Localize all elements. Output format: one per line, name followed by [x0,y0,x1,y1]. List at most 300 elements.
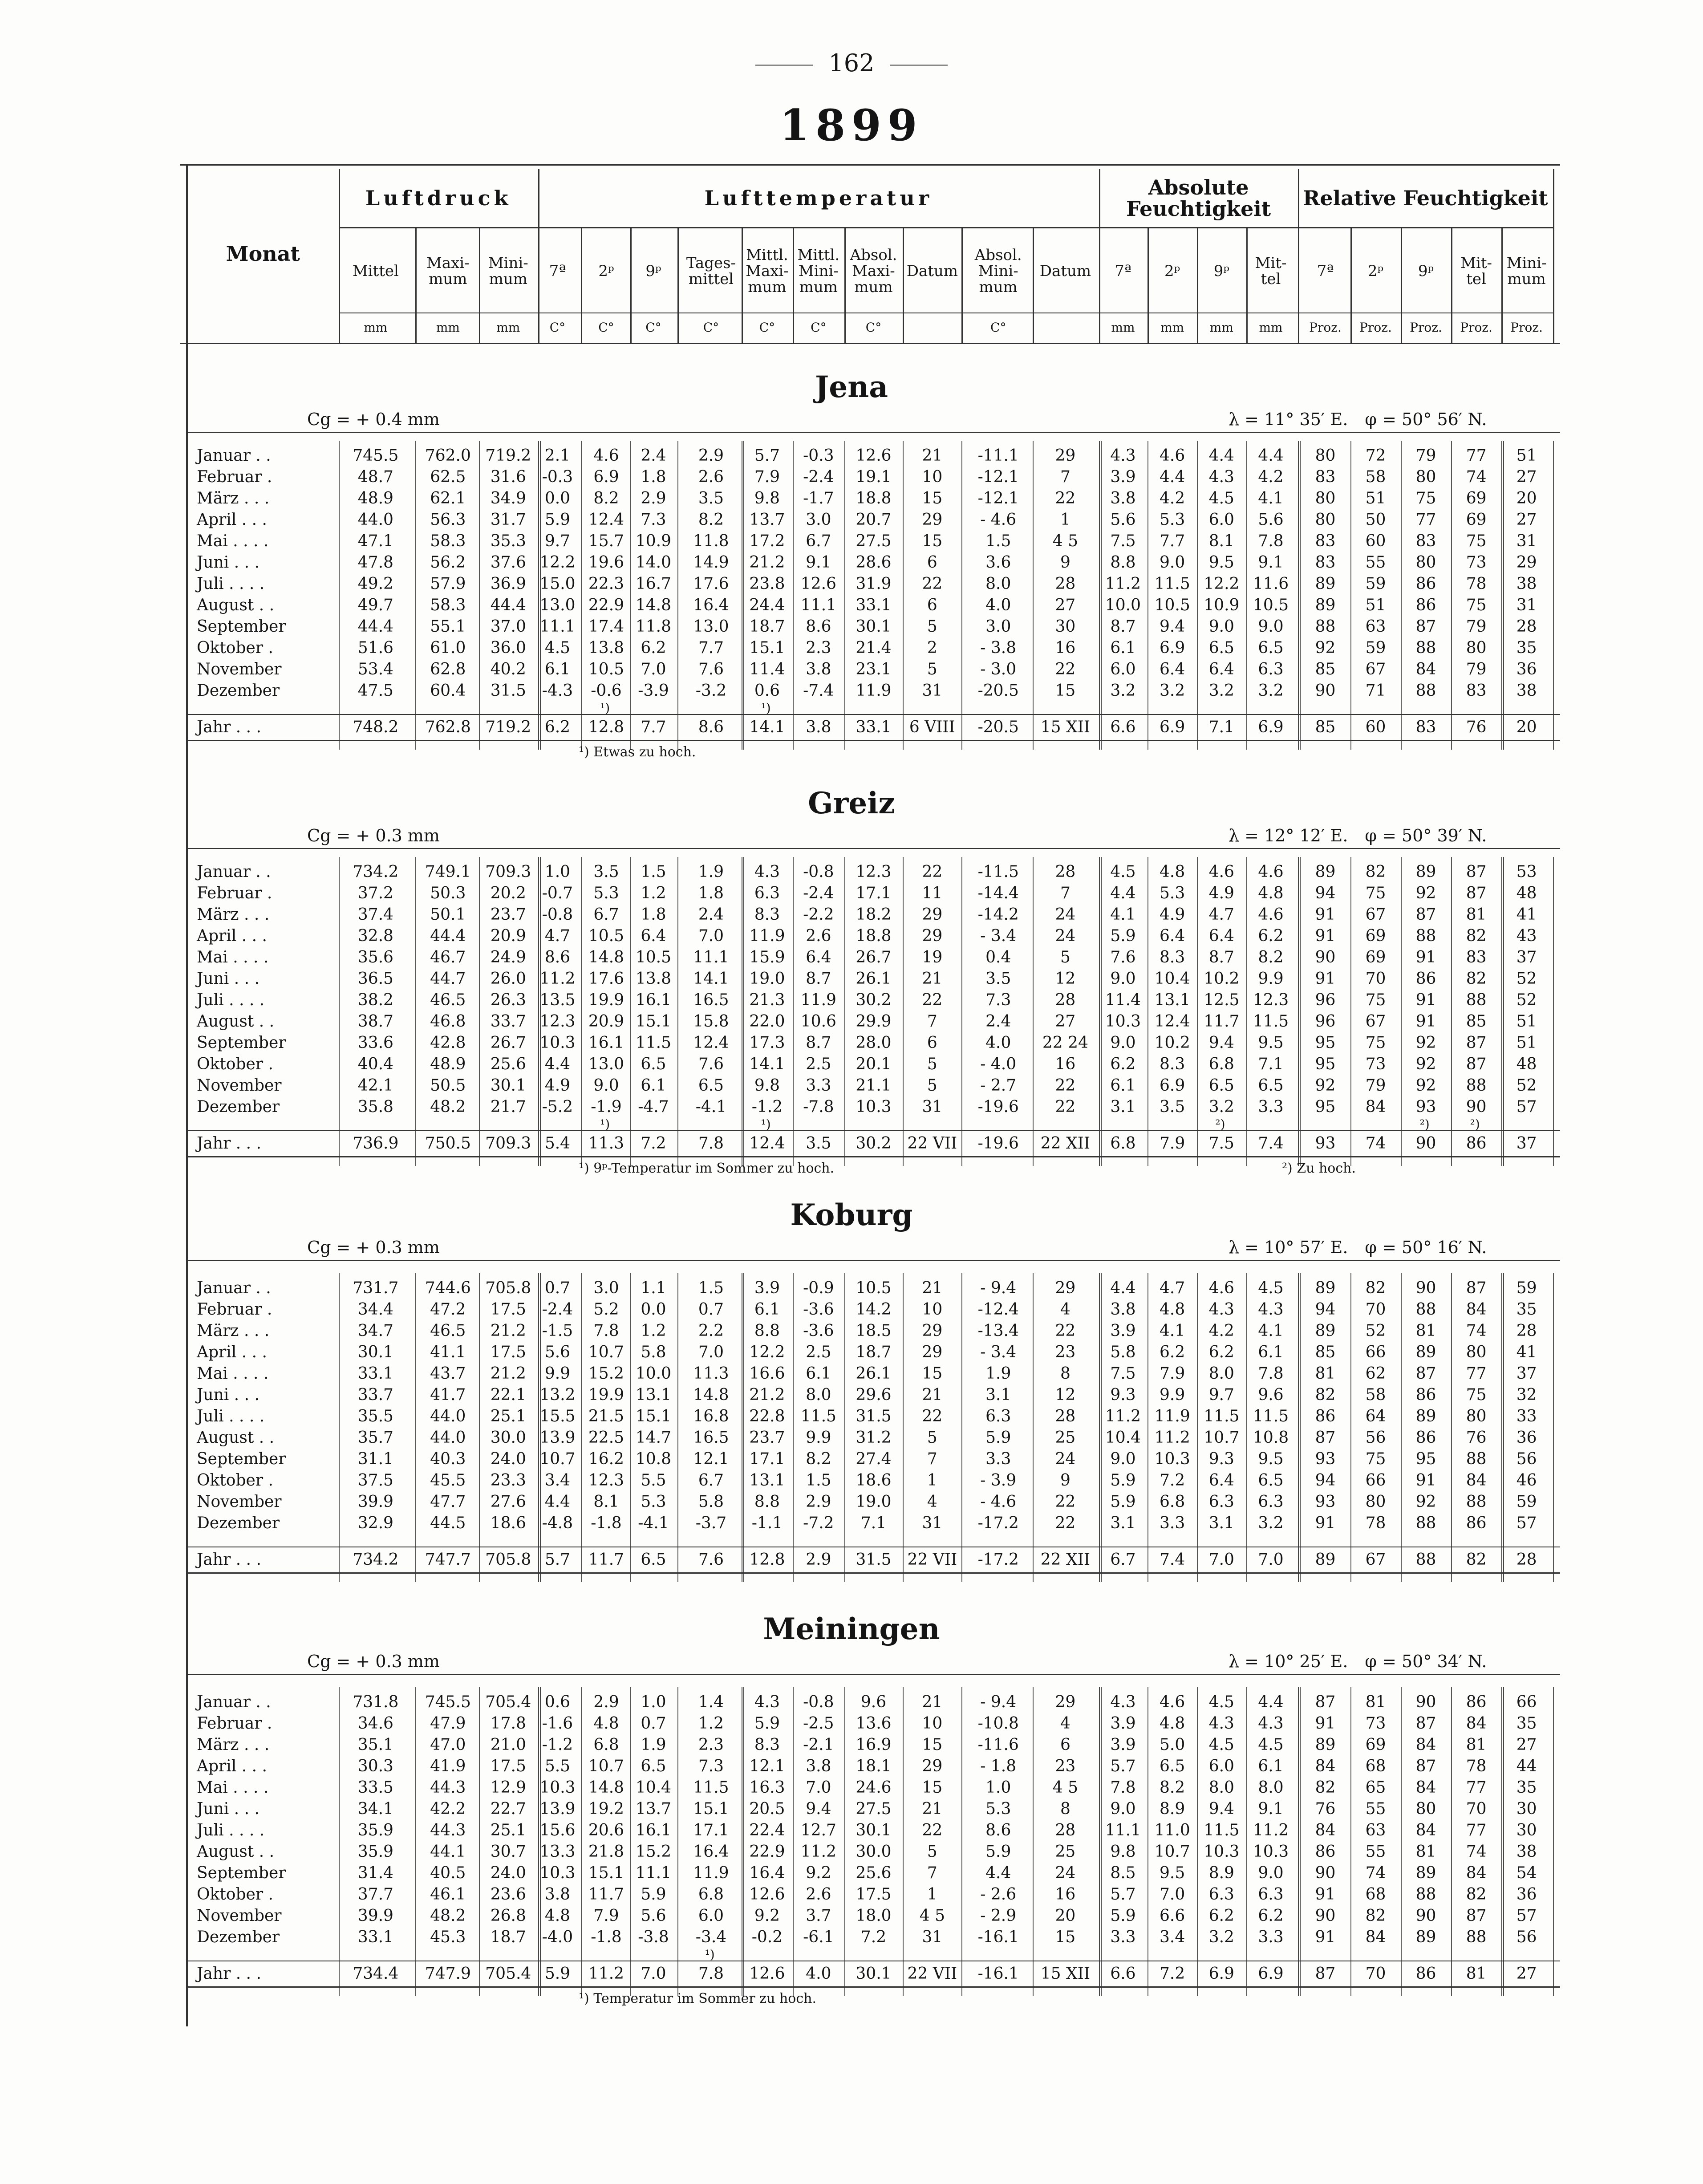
cell-value: 7.9 [1160,1364,1185,1383]
header-sep-11 [961,227,963,343]
cell-value: -5.2 [542,1098,573,1116]
cell-value: 18.1 [856,1757,892,1775]
cell-value: 8.7 [1110,617,1136,636]
header-sep-12 [1033,227,1034,343]
cell-value: 27.5 [856,532,892,550]
jahr-value: 6.9 [1258,1965,1284,1983]
cell-value: 10.4 [1154,970,1190,988]
cell-value: 5.3 [985,1800,1011,1818]
cell-value: 30.1 [357,1343,393,1361]
cell-value: 4 [927,1493,937,1511]
cell-value: 8.0 [1208,1364,1234,1383]
month-label: Oktober . [197,639,273,657]
cell-value: - 3.8 [980,639,1017,657]
cell-value: 37 [1516,1364,1537,1383]
cell-value: 11.7 [588,1885,624,1904]
cell-value: 47.5 [357,682,393,700]
cell-value: 35.7 [357,1429,393,1447]
cell-value: 90 [1315,948,1336,966]
table-row [187,1491,1560,1513]
cell-value: 79 [1365,1076,1386,1095]
cell-value: 44.3 [430,1821,466,1839]
cell-value: 4.4 [1258,447,1284,465]
cell-value: 42.8 [430,1034,466,1052]
jahr-value: 5.7 [544,1551,571,1569]
cell-value: 4.6 [1160,1693,1185,1711]
cell-value: 6.1 [544,660,571,678]
cell-value: - 2.7 [980,1076,1017,1095]
cell-value: -1.9 [591,1098,622,1116]
jahr-value: 11.7 [588,1551,624,1569]
table-row [187,1713,1560,1734]
cell-value: 1.2 [698,1714,724,1733]
header-col-4: 2ᵖ [598,262,614,280]
header-sep-19 [1401,227,1402,343]
cell-value: 13.9 [539,1800,576,1818]
cell-value: 9.4 [806,1800,831,1818]
jahr-rule [187,1130,1560,1131]
cell-value: -12.4 [977,1300,1019,1319]
month-label: Juli . . . . [197,1821,265,1839]
cell-value: 80 [1365,1493,1386,1511]
cell-value: 20.5 [749,1800,785,1818]
cell-value: 62.5 [430,468,466,486]
cell-value: 5 [1060,948,1070,966]
cell-value: 4.4 [1258,1693,1284,1711]
cell-value: 8.1 [1208,532,1234,550]
jahr-value: 719.2 [485,718,531,736]
cell-value: 9.4 [1160,617,1185,636]
cell-value: 34.9 [490,489,526,507]
month-label: August . . [197,596,275,614]
header-sep-14 [1147,227,1149,343]
cell-value: 9.0 [1110,1800,1136,1818]
table-row [187,1449,1560,1470]
cell-value: 11.8 [635,617,672,636]
cell-value: 3.4 [544,1471,571,1490]
cell-value: 6.2 [1110,1055,1136,1073]
header-col-17: 7ª [1317,262,1334,280]
cell-value: 9 [1060,1471,1070,1490]
month-label: März . . . [197,489,270,507]
jahr-value: 6.6 [1110,1965,1136,1983]
cell-value: 1 [927,1471,937,1490]
cell-value: 9.0 [1160,553,1185,572]
jahr-value: 85 [1315,718,1336,736]
jahr-value: 31.5 [856,1551,892,1569]
cell-value: 29 [922,1322,943,1340]
cell-value: 21 [922,447,943,465]
month-label: Mai . . . . [197,948,269,966]
cell-value: 9.3 [1208,1450,1234,1468]
cell-value: 23.7 [749,1429,785,1447]
cell-value: -12.1 [977,468,1019,486]
cell-value: 45.5 [430,1471,466,1490]
cell-value: - 2.6 [980,1885,1017,1904]
cell-value: 7.6 [698,660,724,678]
table-row [187,1054,1560,1075]
cell-value: - 1.8 [980,1757,1017,1775]
cell-value: 7.7 [698,639,724,657]
cell-value: 14.8 [693,1386,729,1404]
cell-value: 31.5 [856,1407,892,1425]
footnote-mark: ²) [1215,1117,1225,1132]
month-label: Juni . . . [197,1800,260,1818]
cell-value: 19 [922,948,943,966]
cell-value: 6.5 [1208,1076,1234,1095]
month-label: August . . [197,1429,275,1447]
cell-value: 36 [1516,660,1537,678]
cell-value: 9.7 [544,532,571,550]
cell-value: 5.0 [1160,1736,1185,1754]
cell-value: 59 [1365,639,1386,657]
header-unit-9: C° [865,320,882,335]
month-label: September [197,1864,286,1882]
table-row [187,1734,1560,1756]
cell-value: 20 [1516,489,1537,507]
cell-value: -6.1 [803,1928,834,1946]
header-sep-7 [742,227,743,343]
cell-value: 8.3 [1160,948,1185,966]
cell-value: 9 [1060,553,1070,572]
cell-value: 69 [1466,489,1487,507]
jahr-value: 7.9 [1160,1134,1185,1153]
jahr-value: 748.2 [353,718,399,736]
cell-value: 4.3 [1110,1693,1136,1711]
cell-value: 4.4 [544,1493,571,1511]
cell-value: 15.1 [635,1407,672,1425]
cell-value: 10.9 [635,532,672,550]
month-label: Januar . . [197,1279,271,1297]
cell-value: -7.4 [803,682,834,700]
cell-value: 7.2 [1160,1471,1185,1490]
cell-value: 62.1 [430,489,466,507]
cell-value: 0.4 [985,948,1011,966]
cell-value: 11.9 [749,927,785,945]
cell-value: 7.3 [698,1757,724,1775]
jahr-value: 12.8 [749,1551,785,1569]
cell-value: 95 [1315,1098,1336,1116]
cell-value: 82 [1315,1778,1336,1797]
cell-value: 24 [1055,927,1076,945]
cell-value: 77 [1466,1778,1487,1797]
cell-value: 88 [1466,1928,1487,1946]
cell-value: 24 [1055,1450,1076,1468]
cell-value: 6.5 [1258,639,1284,657]
cell-value: 8.1 [593,1493,619,1511]
cell-value: 92 [1315,639,1336,657]
cell-value: 88 [1415,639,1436,657]
cell-value: 17.6 [693,575,729,593]
cell-value: 11.5 [800,1407,836,1425]
header-unit-8: C° [811,320,827,335]
cell-value: 9.0 [1110,1034,1136,1052]
cell-value: 35 [1516,1714,1537,1733]
cell-value: 22 24 [1042,1034,1088,1052]
cell-value: 70 [1365,1300,1386,1319]
header-unit-21: Proz. [1510,320,1543,335]
cell-value: 5.6 [641,1907,666,1925]
cell-value: 86 [1315,1407,1336,1425]
cell-value: 10.3 [1154,1450,1190,1468]
cell-value: 42.2 [430,1800,466,1818]
cell-value: 2.5 [806,1343,831,1361]
cell-value: 12.6 [749,1885,785,1904]
cell-value: 4.1 [1110,905,1136,924]
cell-value: 28.6 [856,553,892,572]
cell-value: 15.9 [749,948,785,966]
cell-value: -11.5 [977,863,1019,881]
cell-value: 38 [1516,1843,1537,1861]
cell-value: 66 [1365,1343,1386,1361]
cell-value: 78 [1365,1514,1386,1532]
cell-value: 0.6 [754,682,780,700]
cell-value: 9.4 [1208,1034,1234,1052]
cell-value: 4.3 [1258,1714,1284,1733]
cell-value: 50.3 [430,884,466,902]
cell-value: 11.5 [1204,1407,1240,1425]
cell-value: 6.1 [641,1076,666,1095]
month-label: Dezember [197,1928,280,1946]
cell-value: 82 [1365,1279,1386,1297]
cell-value: 84 [1415,1736,1436,1754]
cell-value: 53 [1516,863,1537,881]
cell-value: 24.9 [490,948,526,966]
cell-value: 86 [1466,1514,1487,1532]
cell-value: 5.8 [698,1493,724,1511]
cell-value: -2.2 [803,905,834,924]
cell-value: 2.3 [806,639,831,657]
cell-value: 15.8 [693,1012,729,1031]
header-unit-13: mm [1111,320,1135,335]
jahr-value: 747.9 [425,1965,471,1983]
header-unit-1: mm [436,320,460,335]
cell-value: 22 [922,1407,943,1425]
cell-value: 48.7 [357,468,393,486]
cell-value: 3.8 [1110,489,1136,507]
cell-value: 13.0 [588,1055,624,1073]
cell-value: 31 [922,1928,943,1946]
cell-value: 75 [1466,1386,1487,1404]
cell-value: 48 [1516,884,1537,902]
cell-value: 9.5 [1258,1450,1284,1468]
cell-value: 22.8 [749,1407,785,1425]
table-row [187,990,1560,1011]
cell-value: 4.5 [1208,1693,1234,1711]
cell-value: 11.4 [1105,991,1141,1009]
cell-value: 47.1 [357,532,393,550]
cell-value: 26.7 [856,948,892,966]
month-label: Mai . . . . [197,1778,269,1797]
cell-value: 80 [1315,511,1336,529]
cell-value: 29 [922,927,943,945]
cell-value: 6.0 [1208,1757,1234,1775]
cell-value: 29 [922,1343,943,1361]
cell-value: 35 [1516,1778,1537,1797]
cell-value: 44.0 [430,1429,466,1447]
cell-value: 9.5 [1258,1034,1284,1052]
cell-value: 48.9 [357,489,393,507]
cell-value: 74 [1466,468,1487,486]
jahr-value: 14.1 [749,718,785,736]
cell-value: 18.6 [490,1514,526,1532]
cell-value: 40.4 [357,1055,393,1073]
cell-value: 1.9 [698,863,724,881]
cell-value: 8.7 [1208,948,1234,966]
cell-value: 54 [1516,1864,1537,1882]
cell-value: 10 [922,468,943,486]
cell-value: 4.8 [544,1907,571,1925]
cell-value: 9.0 [1208,617,1234,636]
jahr-value: 7.0 [1258,1551,1284,1569]
year-heading: 1899 [779,100,924,150]
cell-value: 60.4 [430,682,466,700]
cell-value: 38 [1516,682,1537,700]
cell-value: -4.3 [542,682,573,700]
cell-value: 51 [1365,596,1386,614]
cell-value: 10.4 [1105,1429,1141,1447]
station-name-jena: Jena [815,369,888,404]
month-label: Oktober . [197,1055,273,1073]
cell-value: 70 [1365,970,1386,988]
cell-value: 16.4 [749,1864,785,1882]
cell-value: 31.9 [856,575,892,593]
header-lufttemperatur: Lufttemperatur [704,186,933,210]
cell-value: 12.2 [749,1343,785,1361]
cell-value: 80 [1415,468,1436,486]
cell-value: 6 [927,553,937,572]
cell-value: - 4.0 [980,1055,1017,1073]
jahr-value: 22 VII [907,1134,957,1153]
jahr-value: 22 VII [907,1965,957,1983]
cell-value: 20.2 [490,884,526,902]
cell-value: -2.5 [803,1714,834,1733]
cell-value: 82 [1466,970,1487,988]
cell-value: 6.2 [641,639,666,657]
cell-value: 12 [1055,970,1076,988]
cell-value: 56.3 [430,511,466,529]
cell-value: 95 [1315,1055,1336,1073]
station-cg: Cg = + 0.3 mm [307,1238,440,1257]
cell-value: 8.8 [754,1322,780,1340]
jahr-value: 7.2 [1160,1965,1185,1983]
cell-value: - 3.4 [980,1343,1017,1361]
cell-value: 14.9 [693,553,729,572]
month-label: April . . . [197,927,267,945]
cell-value: 8.0 [985,575,1011,593]
cell-value: 15.5 [539,1407,576,1425]
cell-value: 78 [1466,575,1487,593]
cell-value: 90 [1466,1098,1487,1116]
cell-value: 6.7 [806,532,831,550]
table-row [187,1342,1560,1363]
cell-value: 4.3 [754,1693,780,1711]
cell-value: 20.1 [856,1055,892,1073]
month-label: Juni . . . [197,1386,260,1404]
cell-value: 9.0 [1110,1450,1136,1468]
cell-value: 37.0 [490,617,526,636]
header-unit-0: mm [364,320,388,335]
cell-value: 22 [922,991,943,1009]
jahr-value: 22 VII [907,1551,957,1569]
cell-value: 53.4 [357,660,393,678]
cell-value: 21.4 [856,639,892,657]
cell-value: 6.5 [1258,1076,1284,1095]
table-row [187,488,1560,509]
cell-value: 17.1 [856,884,892,902]
cell-value: 56 [1516,1928,1537,1946]
cell-value: 16 [1055,1885,1076,1904]
cell-value: 16.4 [693,596,729,614]
cell-value: 6.3 [1258,1493,1284,1511]
cell-value: 1.8 [641,905,666,924]
cell-value: 15.1 [693,1800,729,1818]
cell-value: -1.8 [591,1514,622,1532]
cell-value: 21.2 [490,1322,526,1340]
cell-value: 4.3 [754,863,780,881]
cell-value: 10 [922,1714,943,1733]
cell-value: 10.3 [1105,1012,1141,1031]
cell-value: 36.9 [490,575,526,593]
cell-value: 75 [1365,991,1386,1009]
cell-value: -4.1 [695,1098,727,1116]
cell-value: 17.5 [490,1300,526,1319]
cell-value: 4 5 [1052,1778,1079,1797]
jahr-value: 7.5 [1208,1134,1234,1153]
cell-value: 12.9 [490,1778,526,1797]
jahr-value: 83 [1415,718,1436,736]
cell-value: 88 [1466,991,1487,1009]
footnote-mark: ²) [1470,1117,1480,1132]
table-row [187,659,1560,680]
cell-value: 9.4 [1208,1800,1234,1818]
cell-value: 92 [1415,884,1436,902]
cell-value: 80 [1466,639,1487,657]
cell-value: 27.6 [490,1493,526,1511]
cell-value: 17.2 [749,532,785,550]
cell-value: -12.1 [977,489,1019,507]
cell-value: 10.3 [1253,1843,1289,1861]
cell-value: 15.2 [588,1364,624,1383]
cell-value: -0.7 [542,884,573,902]
cell-value: 5.3 [1160,511,1185,529]
cell-value: 22 [1055,660,1076,678]
cell-value: 8.5 [1110,1864,1136,1882]
cell-value: 84 [1415,1778,1436,1797]
cell-value: 11.2 [800,1843,836,1861]
cell-value: 89 [1315,575,1336,593]
cell-value: 79 [1466,617,1487,636]
cell-value: 16.2 [588,1450,624,1468]
jahr-value: 734.4 [353,1965,399,1983]
cell-value: -3.6 [803,1322,834,1340]
station-top-rule [187,1260,1560,1261]
cell-value: -0.8 [542,905,573,924]
cell-value: 12.1 [693,1450,729,1468]
cell-value: 14.8 [588,1778,624,1797]
jahr-value: 70 [1365,1965,1386,1983]
cell-value: 6.5 [698,1076,724,1095]
jahr-value: 7.4 [1160,1551,1185,1569]
cell-value: 11.6 [1253,575,1289,593]
jahr-value: 8.6 [698,718,724,736]
cell-value: 5.3 [593,884,619,902]
cell-value: 745.5 [353,447,399,465]
jahr-value: 7.8 [698,1965,724,1983]
cell-value: 9.8 [754,1076,780,1095]
cell-value: 7 [927,1864,937,1882]
cell-value: 22 [922,575,943,593]
